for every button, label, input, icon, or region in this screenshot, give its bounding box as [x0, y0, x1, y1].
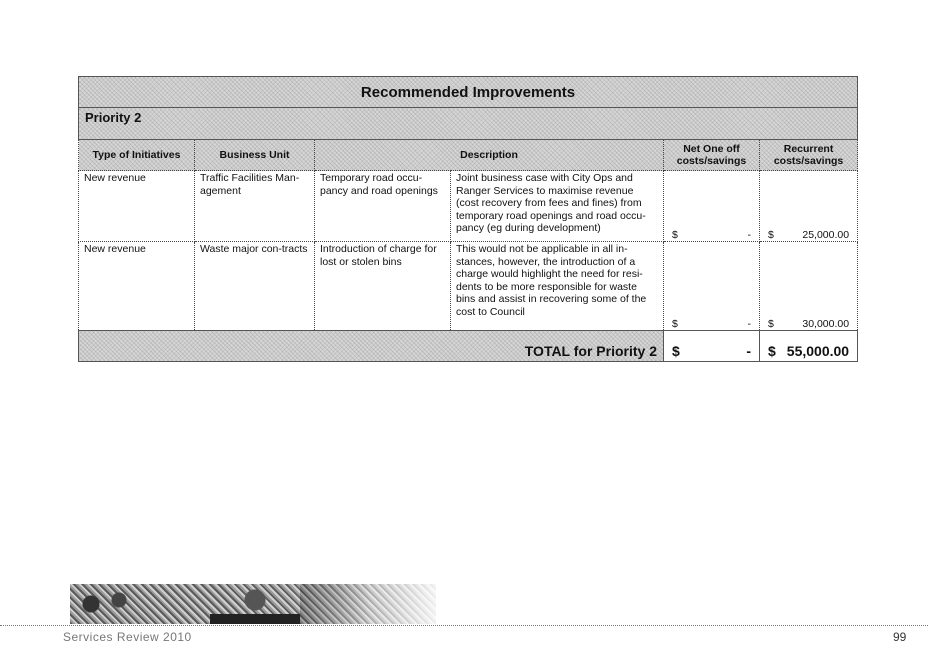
currency-symbol: $ [672, 343, 680, 359]
one-off-amount: - [747, 317, 751, 330]
cell-type: New revenue [79, 242, 195, 331]
total-one-off-amount: - [746, 343, 751, 359]
total-recurrent [760, 331, 858, 362]
currency-symbol: $ [768, 317, 774, 330]
total-label-cell [79, 331, 664, 362]
total-recurrent-amount: 55,000.00 [786, 343, 850, 359]
table-title: Recommended Improvements [79, 77, 858, 108]
currency-symbol: $ [672, 228, 678, 241]
total-one-off [664, 331, 760, 362]
cell-one-off [664, 171, 760, 242]
cell-type: New revenue [79, 171, 195, 242]
cell-detail: Joint business case with City Ops and Ranger Services to maximise revenue (cost recovery from fees and fines) from temporary road openings and road occu-pancy (eg during development) [451, 171, 664, 242]
cell-initiative: Introduction of charge for lost or stolen bins [315, 242, 451, 331]
cell-one-off [664, 242, 760, 331]
recommended-improvements-table [78, 76, 857, 362]
recurrent-amount: 25,000.00 [802, 228, 850, 241]
total-label: TOTAL for Priority 2 [524, 343, 657, 359]
page-number: 99 [893, 630, 907, 644]
table-row [79, 242, 858, 331]
footer-document-title: Services Review 2010 [63, 630, 192, 644]
cell-recurrent [760, 171, 858, 242]
cell-initiative: Temporary road occu-pancy and road openings [315, 171, 451, 242]
cell-business-unit: Traffic Facilities Man-agement [195, 171, 315, 242]
currency-symbol: $ [672, 317, 678, 330]
footer-divider [0, 625, 928, 626]
currency-symbol: $ [768, 228, 774, 241]
footer-photo-strip [70, 584, 436, 624]
header-business-unit: Business Unit [195, 140, 315, 171]
table-row [79, 171, 858, 242]
header-type: Type of Initiatives [79, 140, 195, 171]
total-row [79, 331, 858, 362]
currency-symbol: $ [768, 343, 776, 359]
cell-detail: This would not be applicable in all in-stances, however, the introduction of a charge would highlight the need for resi-dents to be more responsible for waste bins and assist in recovering some of the cost to Council [451, 242, 664, 331]
recurrent-amount: 30,000.00 [802, 317, 850, 330]
header-one-off: Net One off costs/savings [664, 140, 760, 171]
header-recurrent: Recurrent costs/savings [760, 140, 858, 171]
header-description: Description [315, 140, 664, 171]
cell-business-unit: Waste major con-tracts [195, 242, 315, 331]
priority-label: Priority 2 [79, 108, 858, 140]
one-off-amount: - [747, 228, 751, 241]
cell-recurrent [760, 242, 858, 331]
